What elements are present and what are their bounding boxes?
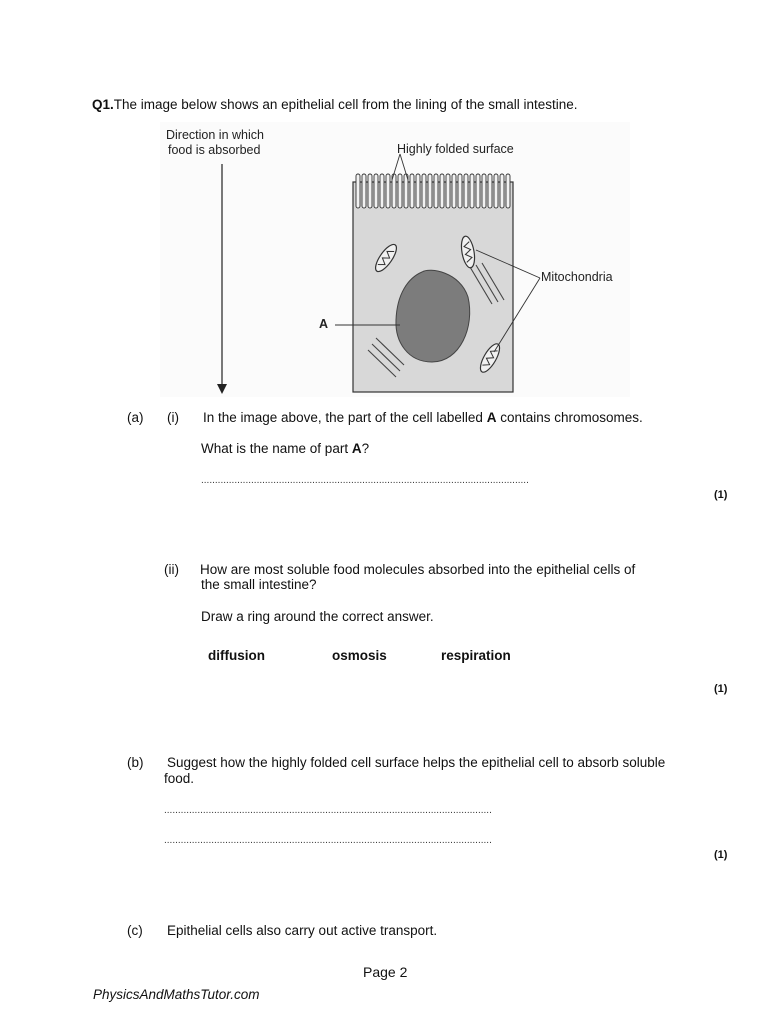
part-c-label: (c) <box>127 923 143 938</box>
epithelial-cell-diagram <box>160 122 630 397</box>
question-number: Q1. <box>92 97 114 112</box>
part-c-text: Epithelial cells also carry out active transport. <box>167 923 438 938</box>
direction-label-line2: food is absorbed <box>168 143 261 157</box>
footer-site: PhysicsAndMathsTutor.com <box>93 987 260 1002</box>
sub-ii-label: (ii) <box>164 562 179 577</box>
sub-i-text: In the image above, the part of the cell labelled A contains chromosomes. <box>203 410 643 425</box>
marks-b: (1) <box>714 849 728 861</box>
question-intro <box>92 97 578 113</box>
marks-a-i: (1) <box>714 489 728 501</box>
surface-label: Highly folded surface <box>397 142 514 156</box>
answer-line-b-1[interactable]: ...................................................................................................................... <box>164 805 492 816</box>
direction-arrowhead <box>217 384 227 394</box>
part-b-line1: Suggest how the highly folded cell surface helps the epithelial cell to absorb soluble <box>167 755 666 770</box>
mitochondria-label: Mitochondria <box>541 270 613 284</box>
sub-ii-line1: How are most soluble food molecules absorbed into the epithelial cells of <box>200 562 636 577</box>
part-a-label: A <box>319 317 329 331</box>
part-b-label: (b) <box>127 755 144 770</box>
answer-line-b-2[interactable]: ...................................................................................................................... <box>164 835 492 846</box>
sub-ii-line2: the small intestine? <box>201 577 317 592</box>
part-b-line2: food. <box>164 771 195 786</box>
option-diffusion[interactable]: diffusion <box>208 648 265 663</box>
direction-label-line1: Direction in which <box>166 128 264 142</box>
page-number: Page 2 <box>363 964 408 980</box>
sub-i-label: (i) <box>167 410 179 425</box>
sub-i-question: What is the name of part A? <box>201 441 370 456</box>
option-osmosis[interactable]: osmosis <box>332 648 387 663</box>
option-respiration[interactable]: respiration <box>441 648 511 663</box>
nucleus <box>396 270 470 362</box>
marks-a-ii: (1) <box>714 683 728 695</box>
sub-ii-instruction: Draw a ring around the correct answer. <box>201 609 434 624</box>
question-intro-text: The image below shows an epithelial cell from the lining of the small intestine. <box>113 97 578 112</box>
cell-figure <box>160 122 630 397</box>
answer-line-a-i[interactable]: ...................................................................................................................... <box>201 475 529 486</box>
part-a-label: (a) <box>127 410 144 425</box>
